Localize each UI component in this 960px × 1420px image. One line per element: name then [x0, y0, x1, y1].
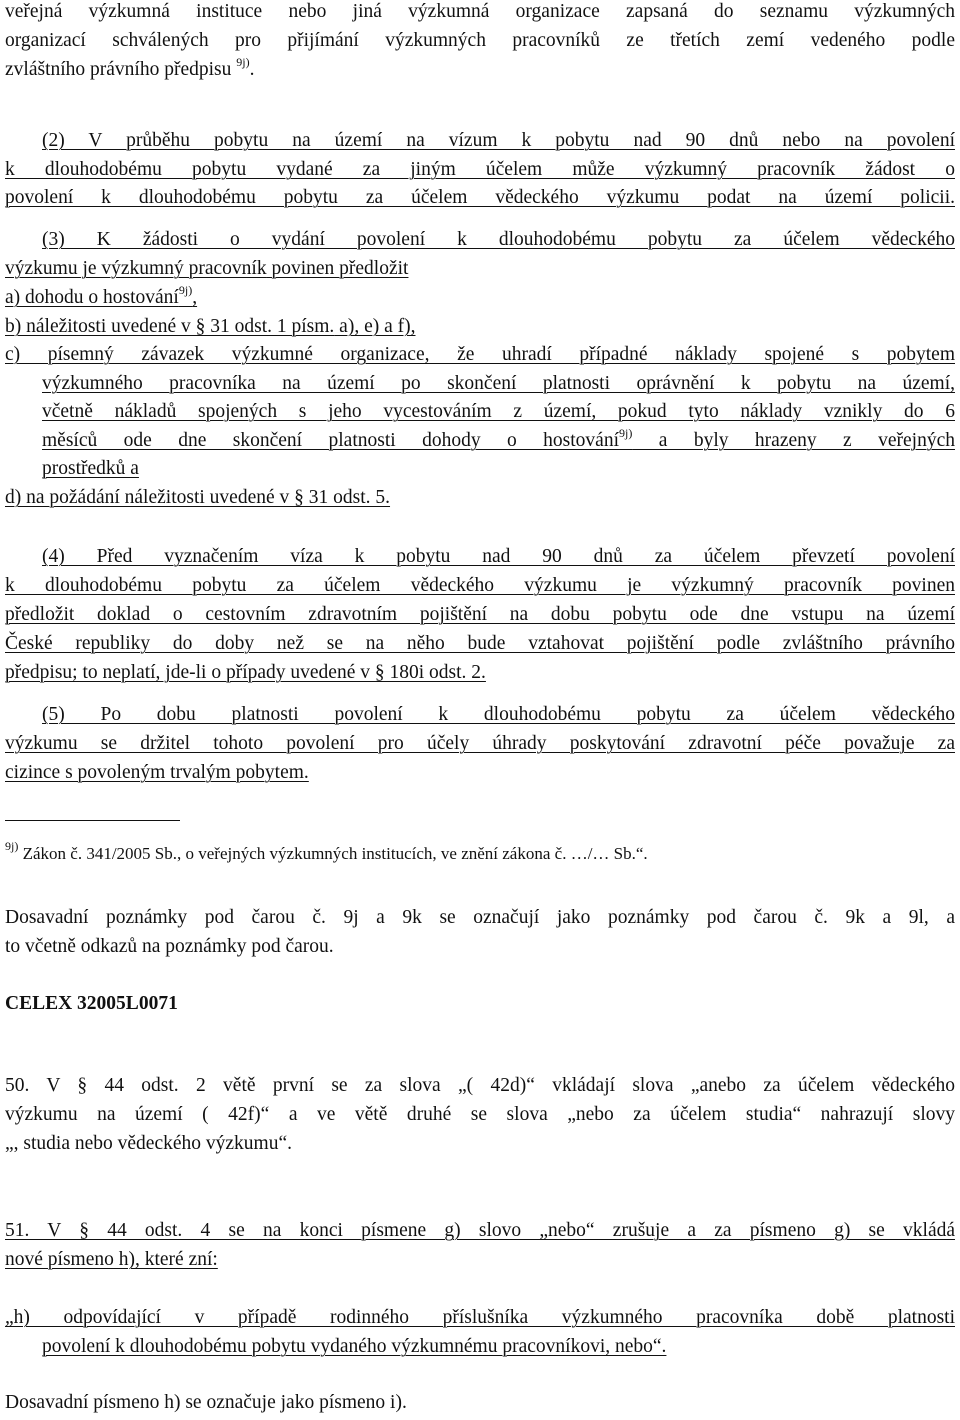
footnote-ref: 9j) — [236, 55, 250, 69]
footnote — [5, 840, 955, 868]
note-line: Dosavadní poznámky pod čarou č. 9j a 9k se označují jako poznámky pod čarou č. 9k a 9l, a — [5, 907, 955, 928]
text-line: organizací schválených pro přijímání výzkumných pracovníků ze třetích zemí vedeného podle — [5, 30, 955, 51]
paragraph-3-line: (3) K žádosti o vydání povolení k dlouhodobému pobytu za účelem vědeckého — [42, 229, 955, 250]
text-span: a) dohodu o hostování — [5, 287, 179, 308]
text-span: povinen předložit — [266, 258, 409, 279]
text-span: výzkumu je výzkumný pracovník — [5, 258, 267, 279]
text-span: měsíců ode dne skončení platnosti dohody o hostování — [42, 430, 620, 451]
item-51-line: 51. V § 44 odst. 4 se na konci písmene g) slovo „nebo“ zrušuje a za písmeno g) se vkládá — [5, 1220, 955, 1241]
paragraph-4-line: předpisu; to neplatí, jde-li o případy uvedené v § 180i odst. 2. — [5, 662, 486, 683]
item-50-line: výzkumu na území ( 42f)“ a ve větě druhé se slova „nebo za účelem studia“ nahrazují slovy — [5, 1104, 955, 1125]
note-line: to včetně odkazů na poznámky pod čarou. — [5, 936, 334, 957]
paragraph-4-line: předložit doklad o cestovním zdravotním pojištění na dobu pobytu ode dne vstupu na území — [5, 604, 955, 625]
text-line: veřejná výzkumná instituce nebo jiná výzkumná organizace zapsaná do seznamu výzkumných — [5, 1, 955, 22]
item-50-line: 50. V § 44 odst. 2 větě první se za slova „( 42d)“ vkládají slova „anebo za účelem vědeckého — [5, 1075, 955, 1096]
footnote-ref: 9j) — [619, 426, 633, 440]
footnote-rule — [5, 820, 180, 821]
footnote-ref: 9j) — [5, 839, 19, 853]
text-line — [5, 56, 955, 84]
paragraph-5-line: (5) Po dobu platnosti povolení k dlouhodobému pobytu za účelem vědeckého — [42, 704, 955, 725]
list-item-c-line: výzkumného pracovníka na území po skončení platnosti oprávnění k pobytu na území, — [42, 373, 955, 394]
paragraph-5-line: výzkumu se držitel tohoto povolení pro účely úhrady poskytování zdravotní péče považuje za — [5, 733, 955, 754]
text-span: , — [192, 287, 198, 308]
text-span: b) náležitosti uvedené v § 31 odst. 1 písm. — [5, 316, 335, 337]
text-span: a byly hrazeny z veřejných — [632, 430, 955, 451]
paragraph-4-line: (4) Před vyznačením víza k pobytu nad 90 dnů za účelem převzetí povolení — [42, 546, 955, 567]
paragraph-4-line: k dlouhodobému pobytu za účelem vědeckého výzkumu je výzkumný pracovník povinen — [5, 575, 955, 596]
paragraph-2-line: povolení k dlouhodobému pobytu za účelem vědeckého výzkumu podat na území policii. — [5, 187, 955, 208]
footnote-text: Zákon č. 341/2005 Sb., o veřejných výzkumných institucích, ve znění zákona č. …/… Sb.“. — [18, 844, 648, 863]
celex-heading: CELEX 32005L0071 — [5, 993, 178, 1014]
text-span: zvláštního právního předpisu — [5, 59, 232, 80]
quote-line: „h) odpovídající v případě rodinného příslušníka výzkumného pracovníka době platnosti — [5, 1307, 955, 1328]
last-line: Dosavadní písmeno h) se označuje jako písmeno i). — [5, 1392, 407, 1413]
item-50-line: „, studia nebo vědeckého výzkumu“. — [5, 1133, 292, 1154]
quote-line: povolení k dlouhodobému pobytu vydaného výzkumnému pracovníkovi, nebo“. — [42, 1336, 667, 1357]
paragraph-4-line: České republiky do doby než se na něho bude vztahovat pojištění podle zvláštního právního — [5, 633, 955, 654]
text-span: . — [249, 59, 255, 80]
list-item-c-line: včetně nákladů spojených s jeho vycestováním z území, pokud tyto náklady vznikly do 6 — [42, 401, 955, 422]
paragraph-2-line: k dlouhodobému pobytu vydané za jiným účelem může výzkumný pracovník žádost o — [5, 159, 955, 180]
paragraph-5-line: cizince s povoleným trvalým pobytem. — [5, 762, 309, 783]
list-item-b — [5, 313, 955, 341]
paragraph-3-line — [5, 255, 955, 283]
list-item-c-line: prostředků a — [42, 458, 139, 479]
text-span: a), e) a f), — [334, 316, 416, 337]
list-item-a — [5, 284, 955, 312]
footnote-ref: 9j) — [178, 283, 193, 297]
item-51-line: nové písmeno h), které zní: — [5, 1249, 218, 1270]
list-item-c-line — [42, 427, 955, 455]
list-item-d: d) na požádání náležitosti uvedené v § 31 odst. 5. — [5, 487, 391, 508]
list-item-c: c) písemný závazek výzkumné organizace, že uhradí případné náklady spojené s pobytem — [5, 344, 955, 365]
paragraph-2-line: (2) V průběhu pobytu na území na vízum k pobytu nad 90 dnů nebo na povolení — [42, 130, 955, 151]
